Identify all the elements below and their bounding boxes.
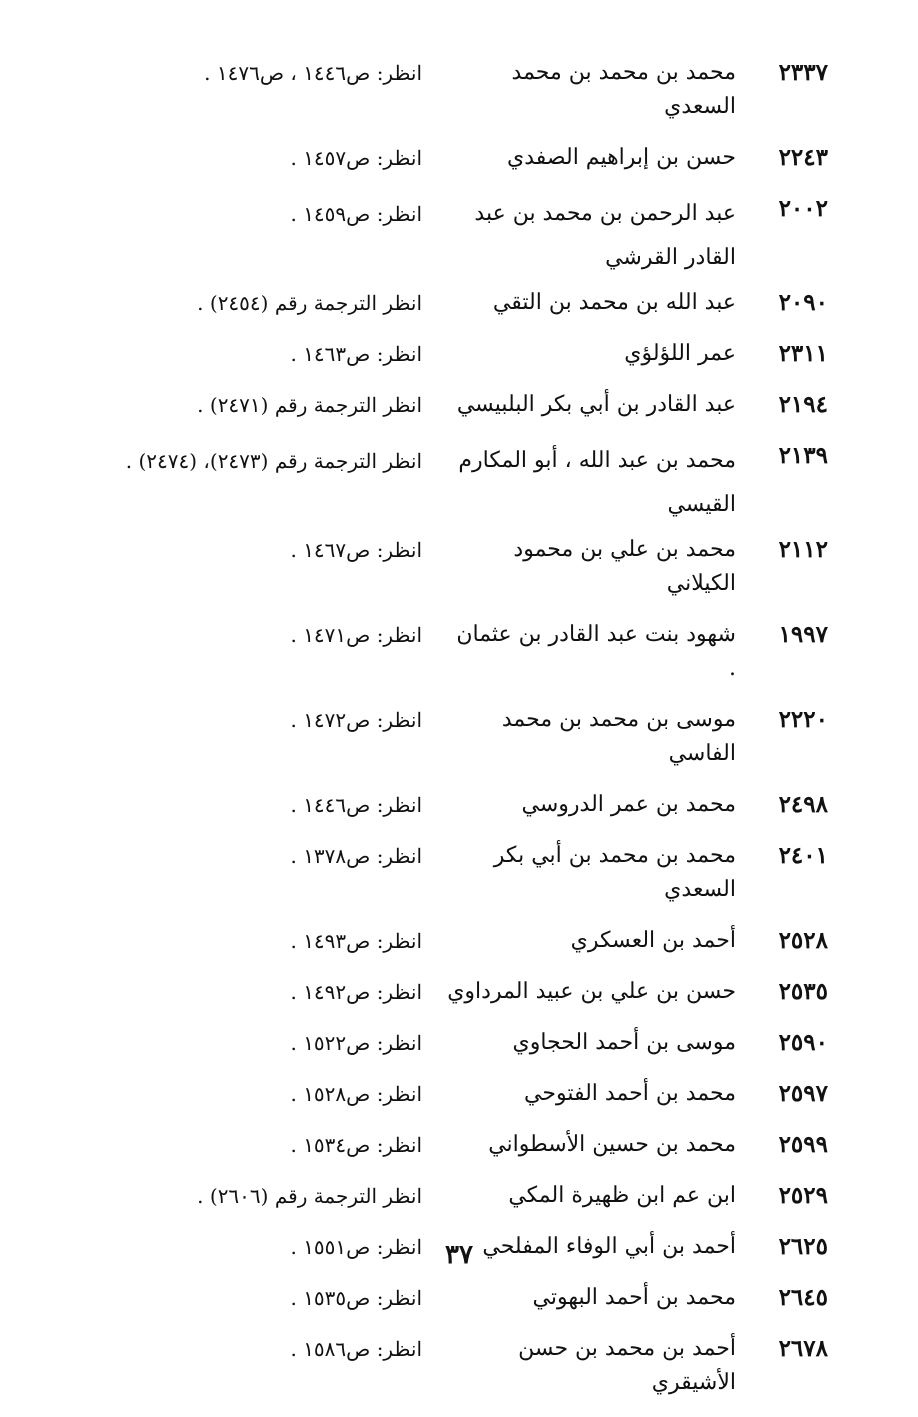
entry-name: عبد الله بن محمد بن التقي [492,290,736,315]
entry-number: ٢٥٣٥ [778,978,828,1005]
entry-name: عمر اللؤلؤي [624,341,736,366]
list-item [60,618,840,686]
entry-reference: انظر: ص١٥٣٤ . [290,1133,422,1157]
entry-reference: انظر الترجمة رقم (٢٤٧٣)، (٢٤٧٤) . [125,449,422,473]
list-item [60,1179,840,1213]
list-item [60,533,840,601]
entry-name: أحمد بن أبي الوفاء المفلحي [482,1234,736,1259]
list-item [60,56,840,124]
entry-number: ٢٢٢٠ [778,706,828,733]
entry-number: ٢٠٩٠ [778,289,828,316]
entry-number: ٢٥٩٠ [778,1029,828,1056]
list-item [60,1077,840,1111]
entry-name: محمد بن محمد بن محمد السعدي [511,60,736,119]
entry-number: ٢٤٠١ [778,842,828,869]
entry-reference: انظر: ص١٥٢٨ . [290,1082,422,1106]
list-item [60,337,840,371]
list-item [60,388,840,422]
entry-reference: انظر: ص١٤٩٢ . [290,980,422,1004]
list-item [60,439,840,527]
entry-number: ٢٦٢٥ [778,1233,828,1260]
list-item [60,703,840,771]
entry-reference: انظر: ص١٤٦٣ . [290,342,422,366]
entry-reference: انظر: ص١٤٧١ . [290,623,422,647]
entry-reference: انظر: ص١٥٥١ . [290,1235,422,1259]
entry-number: ٢١٣٩ [778,442,828,469]
entry-reference: انظر الترجمة رقم (٢٦٠٦) . [197,1184,422,1208]
entry-number: ٢٥٩٧ [778,1080,828,1107]
entry-name: عبد الرحمن بن محمد بن عبد القادر القرشي [474,201,736,270]
list-item [60,141,840,175]
entry-name: حسن بن علي بن عبيد المرداوي [447,979,736,1004]
entry-number: ٢٥٢٨ [778,927,828,954]
entry-number: ٢٠٠٢ [778,195,828,222]
entry-list [60,56,840,1417]
list-item [60,286,840,320]
entry-number: ٢٥٩٩ [778,1131,828,1158]
entry-name: موسى بن أحمد الحجاوي [512,1030,736,1055]
entry-reference: انظر: ص١٤٤٦ . [290,793,422,817]
list-item [60,1128,840,1162]
entry-number: ١٩٩٧ [778,621,828,648]
page-number: ٣٧ [445,1240,473,1270]
entry-number: ٢٦٤٥ [778,1284,828,1311]
entry-number: ٢٢٤٣ [778,144,828,171]
entry-name: شهود بنت عبد القادر بن عثمان . [456,622,736,681]
entry-reference: انظر الترجمة رقم (٢٤٥٤) . [197,291,422,315]
list-item [60,1332,840,1400]
entry-reference: انظر الترجمة رقم (٢٤٧١) . [197,393,422,417]
entry-number: ٢٣١١ [778,340,828,367]
list-item [60,192,840,280]
entry-reference: انظر: ص١٤٦٧ . [290,538,422,562]
entry-name: محمد بن عبد الله ، أبو المكارم القيسي [458,448,736,517]
entry-number: ٢١١٢ [778,536,828,563]
entry-reference: انظر: ص١٤٥٩ . [290,202,422,226]
entry-name: محمد بن حسين الأسطواني [488,1132,736,1157]
entry-number: ٢٤٩٨ [778,791,828,818]
entry-reference: انظر: ص١٤٩٣ . [290,929,422,953]
entry-name: أحمد بن العسكري [570,928,736,953]
list-item [60,1026,840,1060]
entry-name: محمد بن علي بن محمود الكيلاني [513,537,736,596]
entry-name: موسى بن محمد بن محمد الفاسي [501,707,736,766]
list-item [60,1281,840,1315]
entry-reference: انظر: ص١٤٥٧ . [290,146,422,170]
entry-name: عبد القادر بن أبي بكر البلبيسي [456,392,736,417]
entry-name: ابن عم ابن ظهيرة المكي [508,1183,736,1208]
list-item [60,788,840,822]
entry-reference: انظر: ص١٥٢٢ . [290,1031,422,1055]
entry-name: أحمد بن محمد بن حسن الأشيقري [518,1336,736,1395]
list-item [60,975,840,1009]
entry-number: ٢٣٣٧ [778,59,828,86]
entry-reference: انظر: ص١٤٤٦ ، ص١٤٧٦ . [204,61,422,85]
entry-name: محمد بن عمر الدروسي [521,792,736,817]
entry-name: محمد بن محمد بن أبي بكر السعدي [493,843,736,902]
list-item [60,839,840,907]
entry-name: محمد بن أحمد البهوتي [532,1285,736,1310]
entry-reference: انظر: ص١٤٧٢ . [290,708,422,732]
entry-name: حسن بن إبراهيم الصفدي [507,145,736,170]
entry-name: محمد بن أحمد الفتوحي [524,1081,736,1106]
entry-reference: انظر: ص١٥٨٦ . [290,1337,422,1361]
list-item [60,924,840,958]
entry-number: ٢١٩٤ [778,391,828,418]
entry-reference: انظر: ص١٣٧٨ . [290,844,422,868]
entry-number: ٢٦٧٨ [778,1335,828,1362]
entry-reference: انظر: ص١٥٣٥ . [290,1286,422,1310]
entry-number: ٢٥٢٩ [778,1182,828,1209]
